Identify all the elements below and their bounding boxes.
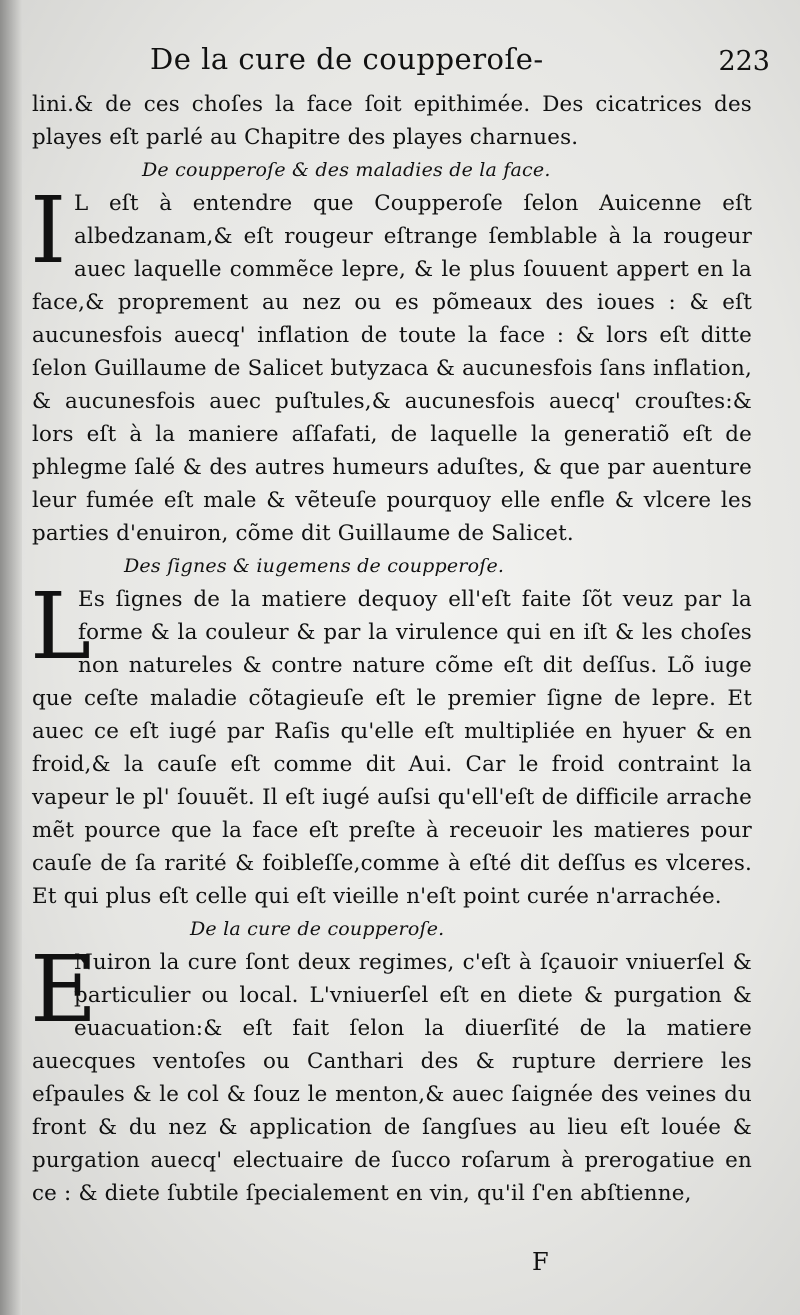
paragraph-definition-text: L eſt à entendre que Coupperoſe ſelon Auicenne eſt albedzanam,& eſt rougeur eſtrange ſemblable à la rougeur auec laquelle commẽce lepre, & le plus ſouuent appert en la face,& proprement au nez ou es põmeaux des ioues : & eſt aucunesfois auecq' inflation de toute la face : & lors eſt ditte ſelon Guillaume de Salicet butyzaca & aucunesfois ſans inflation, & aucunesfois auec puſtules,& aucunesfois auecq' crouſtes:& lors eſt à la maniere aſſafati, de laquelle la generatiõ eſt de phlegme ſalé & des autres humeurs aduſtes, & que par auenture leur fumée eſt male & vẽteuſe pourquoy elle enfle & vlcere les parties d'enuiron, cõme dit Guillaume de Salicet. (32, 191, 752, 546)
drop-cap-i: I (30, 177, 67, 284)
paragraph-cure-text: Nuiron la cure ſont deux regimes, c'eſt à ſçauoir vniuerſel & particulier ou local. L'vniuerſel eſt en diete & purgation & euacuation:& eſt fait ſelon la diuerſité de la matiere auecques ventoſes ou Canthari des & rupture derriere les eſpaules & le col & ſouz le menton,& auec ſaignée des veines du front & du nez & application de ſangſues au lieu eſt louée & purgation auecq' electuaire de ſucco roſarum à prerogatiue en ce : & diete ſubtile ſpecialement en vin, qu'il ſ'en abſtienne, (32, 950, 752, 1206)
paragraph-definition (30, 177, 752, 550)
section-heading-coupperose: De coupperoſe & des maladies de la face. (142, 159, 551, 181)
signature-mark: F (532, 1248, 549, 1276)
paragraph-cure (30, 936, 752, 1210)
paragraph-signes-text: Es ſignes de la matiere dequoy ell'eſt faite ſõt veuz par la forme & la couleur & par la virulence qui en iſt & les choſes non natureles & contre nature cõme eſt dit deſſus. Lõ iuge que ceſte maladie cõtagieuſe eſt le premier ſigne de lepre. Et auec ce eſt iugé par Raſis qu'elle eſt multipliée en hyuer & en froid,& la cauſe eſt comme dit Aui. Car le froid contraint la vapeur le pl' ſouuẽt. Il eſt iugé auſsi qu'ell'eſt de difficile arrache mẽt pource que la face eſt preſte à receuoir les matieres pour cauſe de ſa rarité & foibleſſe,comme à eſté dit deſſus es vlceres. Et qui plus eſt celle qui eſt vieille n'eſt point curée n'arrachée. (32, 587, 752, 909)
page-gutter-shadow (0, 0, 22, 1315)
drop-cap-l: L (30, 573, 92, 680)
section-heading-cure: De la cure de coupperoſe. (190, 918, 445, 940)
paragraph-continuation: lini.& de ces choſes la face ſoit epithimée. Des cicatrices des playes eſt parlé au Chapitre des playes charnues. (32, 92, 752, 150)
page-header (150, 42, 770, 86)
running-title: De la cure de coupperoſe- (150, 42, 544, 76)
drop-cap-e: E (30, 936, 98, 1043)
page-number: 223 (718, 46, 770, 77)
paragraph-signes (30, 573, 752, 913)
section-heading-signes: Des ſignes & iugemens de coupperoſe. (124, 555, 505, 577)
body-text (32, 88, 752, 1210)
